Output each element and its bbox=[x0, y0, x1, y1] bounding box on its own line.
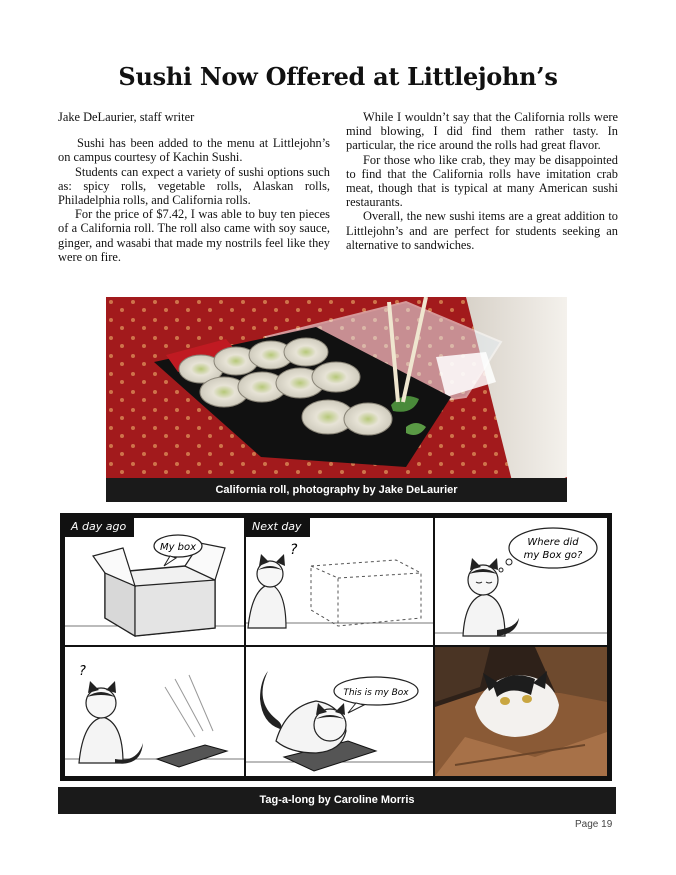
comic-panel-2 bbox=[244, 516, 435, 647]
sushi-photo bbox=[106, 297, 567, 502]
paragraph: For those who like crab, they may be disappointed to find that the California rolls have imitation crab meat, though that is typical at many American sushi restaurants. bbox=[346, 152, 618, 210]
comic-panel-3 bbox=[433, 516, 609, 647]
panel-5-speech-bubble: This is my Box bbox=[343, 688, 409, 698]
comic-panel-4 bbox=[63, 645, 246, 778]
panel-2-thought-bubble: ? bbox=[290, 542, 298, 558]
sushi-photo-illustration bbox=[106, 297, 567, 502]
paragraph: Overall, the new sushi items are a great addition to Littlejohn’s and are perfect for students seeking an alternative to sandwiches. bbox=[346, 209, 618, 252]
comic-strip bbox=[60, 513, 612, 781]
puzzled-cat-illustration bbox=[435, 518, 607, 645]
missing-box-illustration bbox=[246, 518, 433, 645]
panel-4-thought-bubble: ? bbox=[79, 664, 86, 679]
empty-box-illustration bbox=[65, 518, 244, 645]
comic-panel-5 bbox=[244, 645, 435, 778]
comic-caption: Tag-a-long by Caroline Morris bbox=[58, 787, 616, 814]
page-number: Page 19 bbox=[575, 819, 613, 830]
panel-3-thought-bubble-line1: Where did bbox=[527, 537, 579, 548]
paragraph: While I wouldn’t say that the California rolls were mind blowing, I did find them rather tasty. In particular, the rice around the rolls had great flavor. bbox=[346, 110, 618, 153]
article-column-right bbox=[346, 110, 618, 252]
article-title: Sushi Now Offered at Littlejohn’s bbox=[118, 62, 558, 91]
cat-kicked-box-illustration bbox=[65, 647, 244, 776]
article-column-left bbox=[58, 110, 330, 264]
panel-1-speech-bubble: My box bbox=[159, 542, 197, 553]
article-author: Jake DeLaurier, staff writer bbox=[58, 110, 195, 124]
cat-in-box-photo bbox=[435, 647, 607, 776]
paragraph: Students can expect a variety of sushi options such as: spicy rolls, vegetable rolls, Alaskan rolls, Philadelphia rolls, and California rolls. bbox=[58, 164, 330, 208]
comic-panel-1 bbox=[63, 516, 246, 647]
photo-caption: California roll, photography by Jake DeLaurier bbox=[106, 478, 567, 502]
paragraph: Sushi has been added to the menu at Littlejohn’s on campus courtesy of Kachin Sushi. bbox=[58, 136, 330, 165]
paragraph: For the price of $7.42, I was able to buy ten pieces of a California roll. The roll also came with soy sauce, ginger, and wasabi that made my nostrils feel like they were on fire. bbox=[58, 207, 330, 264]
panel-2-label: Next day bbox=[246, 518, 310, 537]
panel-3-thought-bubble-line2: my Box go? bbox=[523, 550, 583, 561]
cat-on-box-illustration bbox=[246, 647, 433, 776]
panel-1-label: A day ago bbox=[65, 518, 134, 537]
comic-panel-6-photo bbox=[433, 645, 609, 778]
